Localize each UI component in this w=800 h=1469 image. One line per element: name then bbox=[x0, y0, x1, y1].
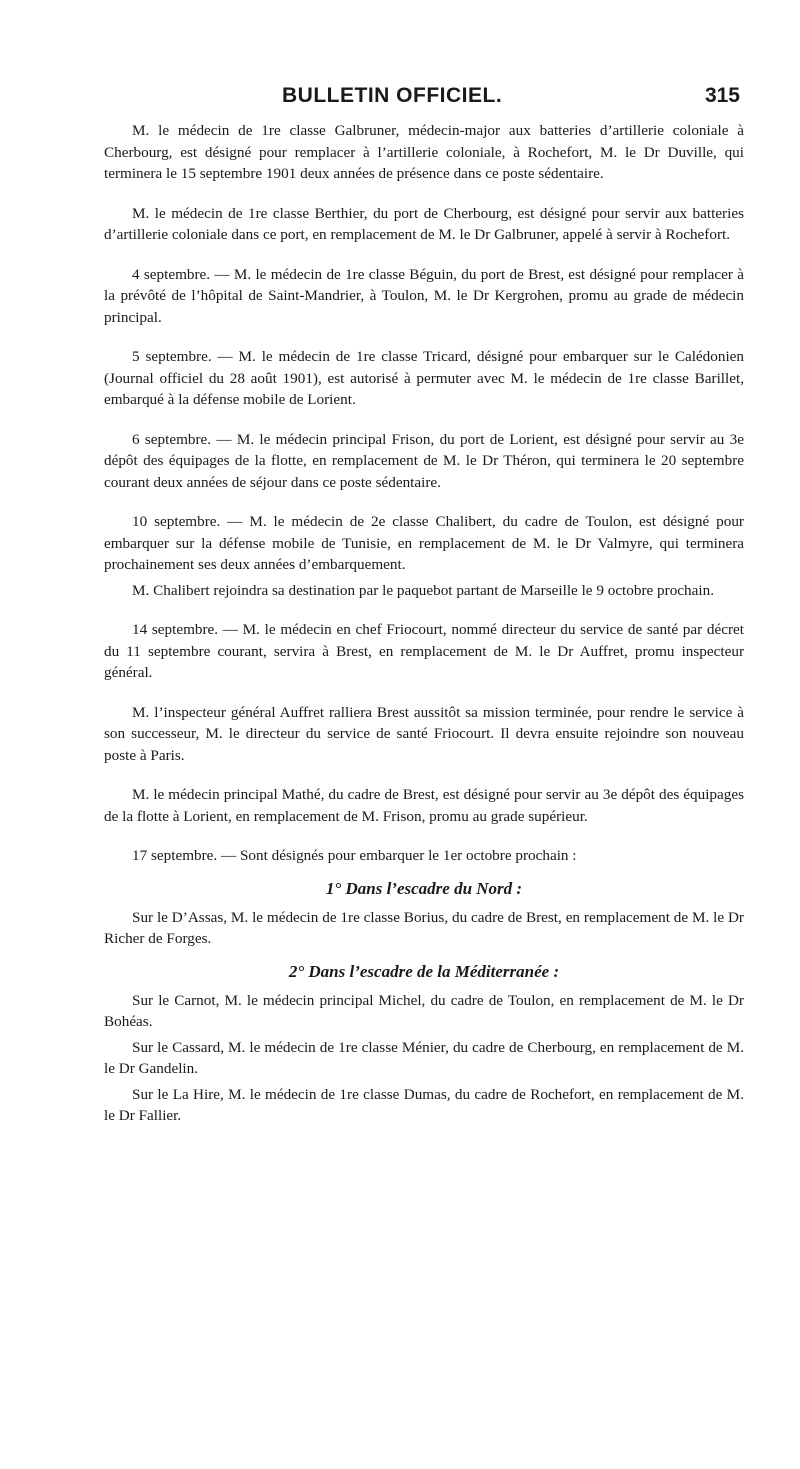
paragraph: M. le médecin de 1re classe Berthier, du port de Cherbourg, est désigné pour servir aux batteries d’artillerie coloniale dans ce port, en remplacement de M. le Dr Galbruner, appelé à servir à Rochefort. bbox=[104, 204, 744, 243]
paragraph: 4 septembre. — M. le médecin de 1re classe Béguin, du port de Brest, est désigné pour remplacer à la prévôté de l’hôpital de Saint-Mandrier, à Toulon, M. le Dr Kergrohen, promu au grade de médecin principal. bbox=[104, 265, 744, 326]
assignment-entry: Sur le La Hire, M. le médecin de 1re classe Dumas, du cadre de Rochefort, en remplacement de M. le Dr Fallier. bbox=[104, 1085, 744, 1124]
paragraph: 5 septembre. — M. le médecin de 1re classe Tricard, désigné pour embarquer sur le Calédonien (Journal officiel du 28 août 1901), est autorisé à permuter avec M. le médecin de 1re classe Barillet, embarqué à la défense mobile de Lorient. bbox=[104, 348, 744, 408]
page-body bbox=[104, 120, 744, 1127]
page-header bbox=[110, 84, 740, 116]
paragraph: 10 septembre. — M. le médecin de 2e classe Chalibert, du cadre de Toulon, est désigné pour embarquer sur la défense mobile de Tunisie, en remplacement de M. le Dr Valmyre, qui terminera prochainement ses deux années d’embarquement. bbox=[104, 513, 744, 573]
paragraph: M. le médecin de 1re classe Galbruner, médecin-major aux batteries d’artillerie coloniale à Cherbourg, est désigné pour remplacer à l’artillerie coloniale, à Rochefort, M. le Dr Duville, qui terminera le 15 septembre 1901 deux années de présence dans ce poste sédentaire. bbox=[104, 122, 744, 182]
paragraph: 17 septembre. — Sont désignés pour embarquer le 1er octobre prochain : bbox=[132, 847, 577, 864]
assignment-entry: Sur le Carnot, M. le médecin principal Michel, du cadre de Toulon, en remplacement de M. le Dr Bohéas. bbox=[104, 991, 744, 1030]
paragraph: M. Chalibert rejoindra sa destination par le paquebot partant de Marseille le 9 octobre prochain. bbox=[132, 581, 714, 599]
section-heading-nord: 1° Dans l’escadre du Nord : bbox=[325, 878, 523, 898]
assignment-entry: Sur le Cassard, M. le médecin de 1re classe Ménier, du cadre de Cherbourg, en remplacement de M. le Dr Gandelin. bbox=[104, 1038, 744, 1077]
paragraph: M. l’inspecteur général Auffret ralliera Brest aussitôt sa mission terminée, pour rendre le service à son successeur, M. le directeur du service de santé Friocourt. Il devra ensuite rejoindre son nouveau poste à Paris. bbox=[104, 703, 744, 764]
page-number: 315 bbox=[704, 84, 740, 107]
section-heading-mediterranee: 2° Dans l’escadre de la Méditerranée : bbox=[288, 961, 560, 981]
paragraph: 14 septembre. — M. le médecin en chef Friocourt, nommé directeur du service de santé par décret du 11 septembre courant, servira à Brest, en remplacement de M. le Dr Auffret, promu inspecteur général. bbox=[104, 621, 744, 681]
paragraph: 6 septembre. — M. le médecin principal Frison, du port de Lorient, est désigné pour servir au 3e dépôt des équipages de la flotte, en remplacement de M. le Dr Théron, qui terminera le 20 septembre courant deux années de séjour dans ce poste sédentaire. bbox=[104, 430, 744, 491]
running-title: BULLETIN OFFICIEL. bbox=[282, 84, 503, 107]
paragraph: M. le médecin principal Mathé, du cadre de Brest, est désigné pour servir au 3e dépôt des équipages de la flotte à Lorient, en remplacement de M. Frison, promu au grade supérieur. bbox=[104, 786, 744, 825]
assignment-entry: Sur le D’Assas, M. le médecin de 1re classe Borius, du cadre de Brest, en remplacement de M. le Dr Richer de Forges. bbox=[104, 908, 744, 947]
